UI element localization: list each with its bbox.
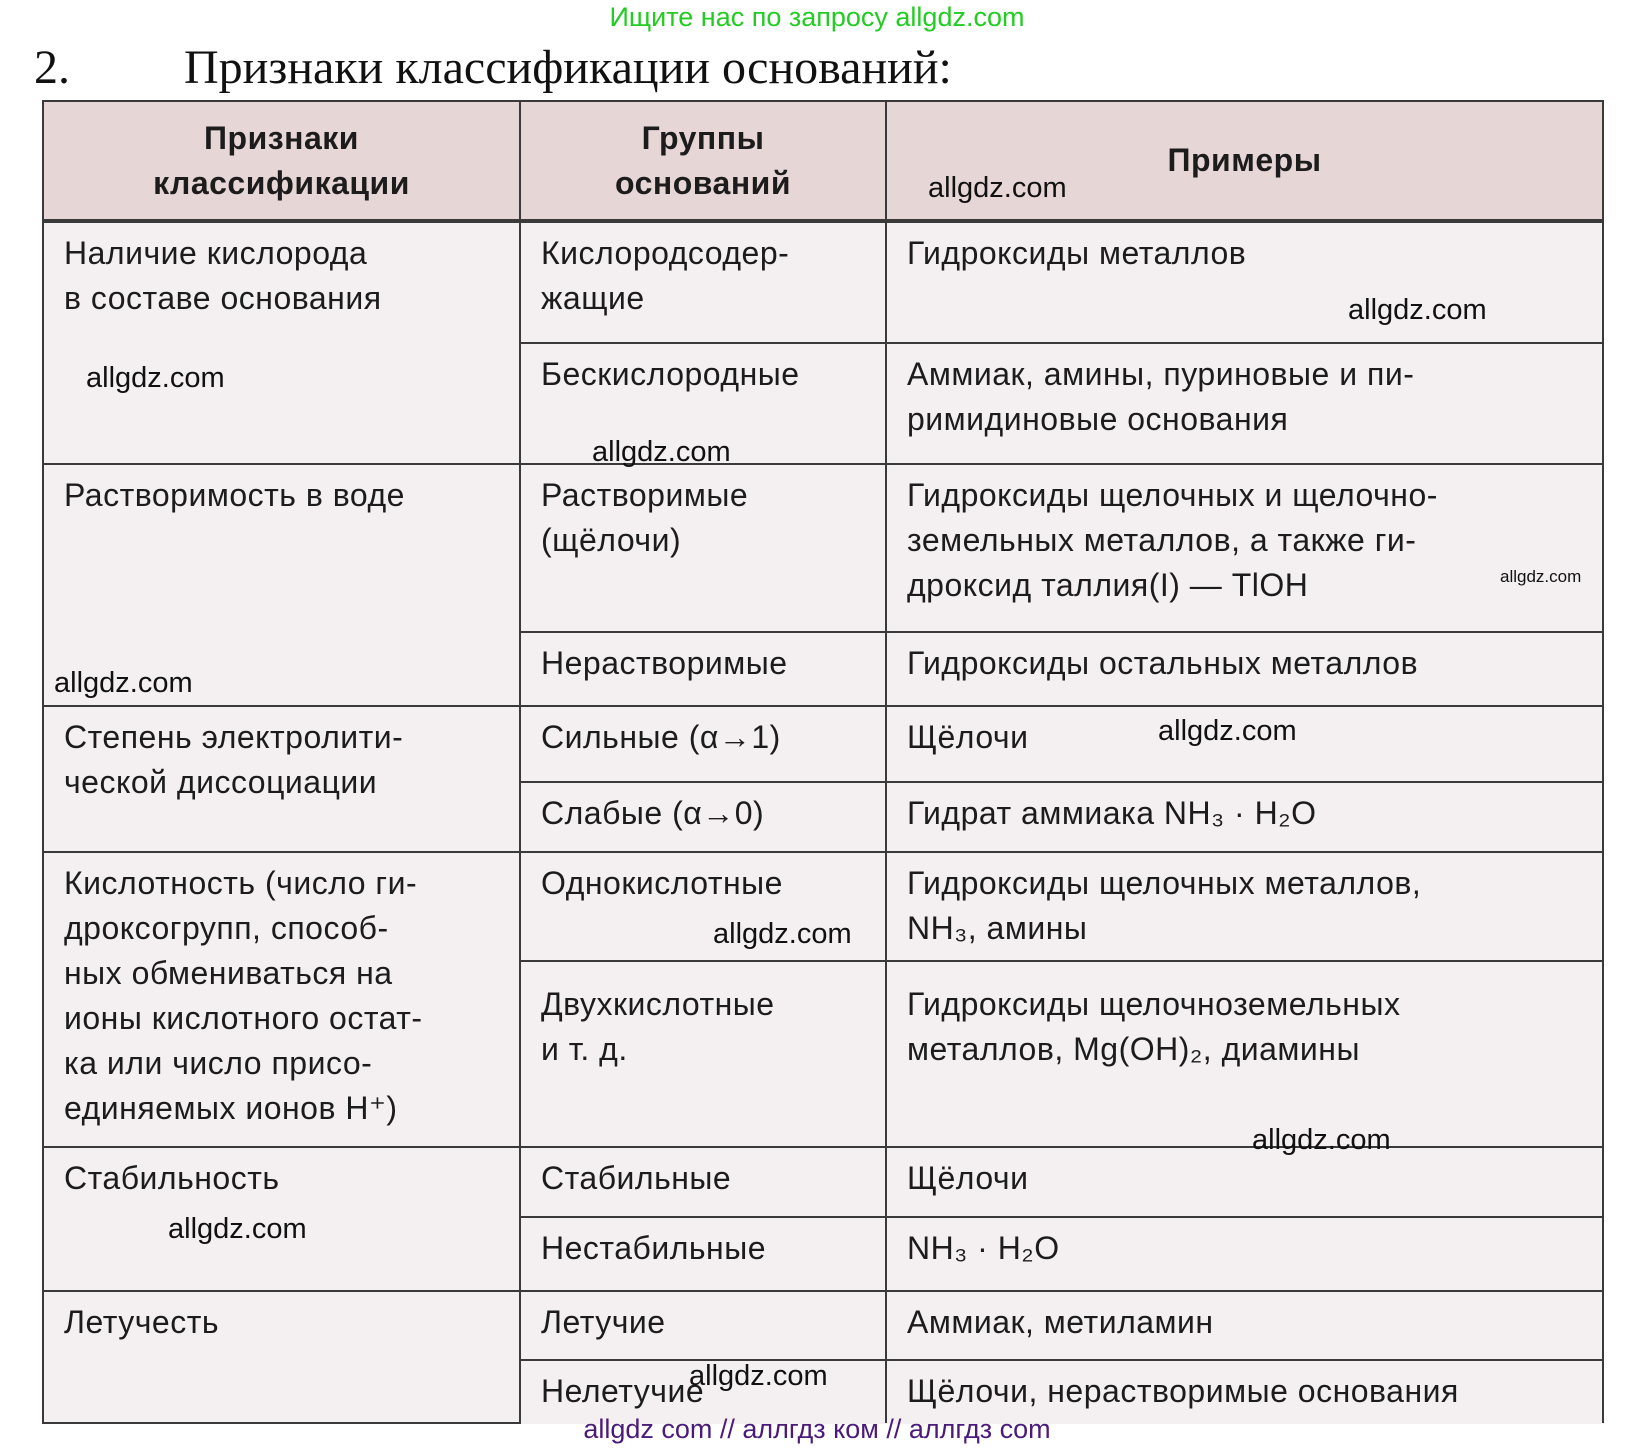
group-cell: Растворимые (щёлочи) [520, 464, 886, 632]
watermark: allgdz.com [928, 172, 1067, 204]
group-cell: Нерастворимые [520, 632, 886, 706]
group-cell: Нестабильные [520, 1217, 886, 1291]
examples-cell: Гидроксиды щелочных металлов, NH₃, амины [886, 852, 1603, 961]
criterion-cell: Стабильность [43, 1147, 520, 1291]
header-criterion: Признаки классификации [43, 101, 520, 221]
top-banner: Ищите нас по запросу allgdz.com [609, 2, 1025, 32]
watermark: allgdz.com [54, 667, 193, 699]
group-cell: Сильные (α→1) [520, 706, 886, 782]
watermark: allgdz.com [1158, 715, 1297, 747]
group-cell: Слабые (α→0) [520, 782, 886, 852]
watermark: allgdz.com [1348, 294, 1487, 326]
header-groups: Группы оснований [520, 101, 886, 221]
examples-cell: Щёлочи [886, 1147, 1603, 1217]
table-row [43, 464, 1603, 632]
table-header-row [43, 101, 1603, 221]
examples-cell: Гидроксиды металлов [886, 221, 1603, 343]
header-examples: Примеры [886, 101, 1603, 221]
group-cell: Кислородсодер- жащие [520, 221, 886, 343]
group-cell: Двухкислотные и т. д. [520, 961, 886, 1147]
examples-cell: Гидрат аммиака NH₃ · H₂O [886, 782, 1603, 852]
watermark: allgdz.com [1500, 567, 1582, 586]
examples-cell: Щёлочи, нерастворимые основания [886, 1360, 1603, 1423]
watermark: allgdz.com [713, 918, 852, 950]
table-row [43, 1147, 1603, 1217]
criterion-cell: Растворимость в воде [43, 464, 520, 706]
criterion-cell: Наличие кислорода в составе основания [43, 221, 520, 464]
table-row [43, 706, 1603, 782]
examples-cell: Щёлочи [886, 706, 1603, 782]
watermark: allgdz.com [592, 436, 731, 468]
page-title: Признаки классификации оснований: [184, 41, 952, 94]
task-number: 2. [34, 41, 70, 94]
group-cell: Нелетучие [520, 1360, 886, 1423]
group-cell: Летучие [520, 1291, 886, 1360]
examples-cell: Гидроксиды остальных металлов [886, 632, 1603, 706]
watermark: allgdz.com [689, 1360, 828, 1392]
table-row [43, 1291, 1603, 1360]
group-cell: Однокислотные [520, 852, 886, 961]
criterion-cell: Кислотность (число ги- дроксогрупп, способ- ных обмениваться на ионы кислотного остат- ка или число присо- единяемых ионов H⁺) [43, 852, 520, 1147]
bottom-banner: allgdz com // аллгдз ком // аллгдз com [583, 1414, 1051, 1444]
examples-cell: Аммиак, амины, пуриновые и пи- римидиновые основания [886, 343, 1603, 464]
criterion-cell: Степень электролити- ческой диссоциации [43, 706, 520, 852]
criterion-cell: Летучесть [43, 1291, 520, 1423]
watermark: allgdz.com [86, 362, 225, 394]
examples-cell: Аммиак, метиламин [886, 1291, 1603, 1360]
examples-cell: Гидроксиды щелочноземельных металлов, Mg(OH)₂, диамины [886, 961, 1603, 1147]
group-cell: Стабильные [520, 1147, 886, 1217]
watermark: allgdz.com [1252, 1124, 1391, 1156]
examples-cell: Гидроксиды щелочных и щелочно- земельных металлов, а также ги- дроксид таллия(I) — TlOH [886, 464, 1603, 632]
watermark: allgdz.com [168, 1213, 307, 1245]
group-cell: Бескислородные [520, 343, 886, 464]
examples-cell: NH₃ · H₂O [886, 1217, 1603, 1291]
